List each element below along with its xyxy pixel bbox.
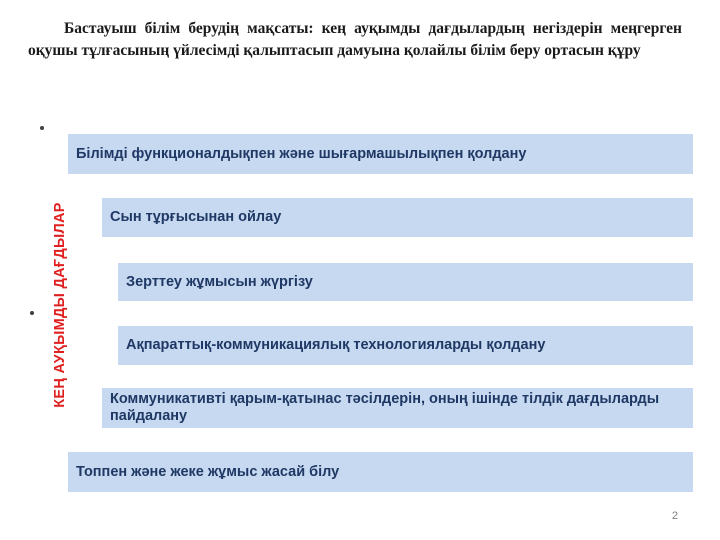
skill-box-functional-use: Білімді функционалдықпен және шығармашылықпен қолдану bbox=[68, 134, 693, 174]
skill-box-communication: Коммуникативті қарым-қатынас тәсілдерін, оның ішінде тілдік дағдыларды пайдалану bbox=[102, 388, 693, 428]
vertical-skills-label bbox=[40, 190, 80, 420]
skill-box-research: Зерттеу жұмысын жүргізу bbox=[118, 263, 693, 301]
bullet-marker bbox=[40, 126, 44, 130]
page-number: 2 bbox=[671, 510, 678, 522]
skill-box-critical-thinking: Сын тұрғысынан ойлау bbox=[102, 198, 693, 237]
skill-box-teamwork: Топпен және жеке жұмыс жасай білу bbox=[68, 452, 693, 492]
slide-heading: Бастауыш білім берудің мақсаты: кең ауқымды дағдылардың негіздерін меңгерген оқушы тұлғасының үйлесімді қалыптасып дамуына қолайлы білім беру ортасын құру bbox=[28, 20, 682, 59]
bullet-marker bbox=[30, 311, 34, 315]
skill-box-ict: Ақпараттық-коммуникациялық технологияларды қолдану bbox=[118, 326, 693, 365]
vertical-skills-label-text: КЕҢ АУҚЫМДЫ ДАҒДЫЛАР bbox=[52, 202, 69, 408]
